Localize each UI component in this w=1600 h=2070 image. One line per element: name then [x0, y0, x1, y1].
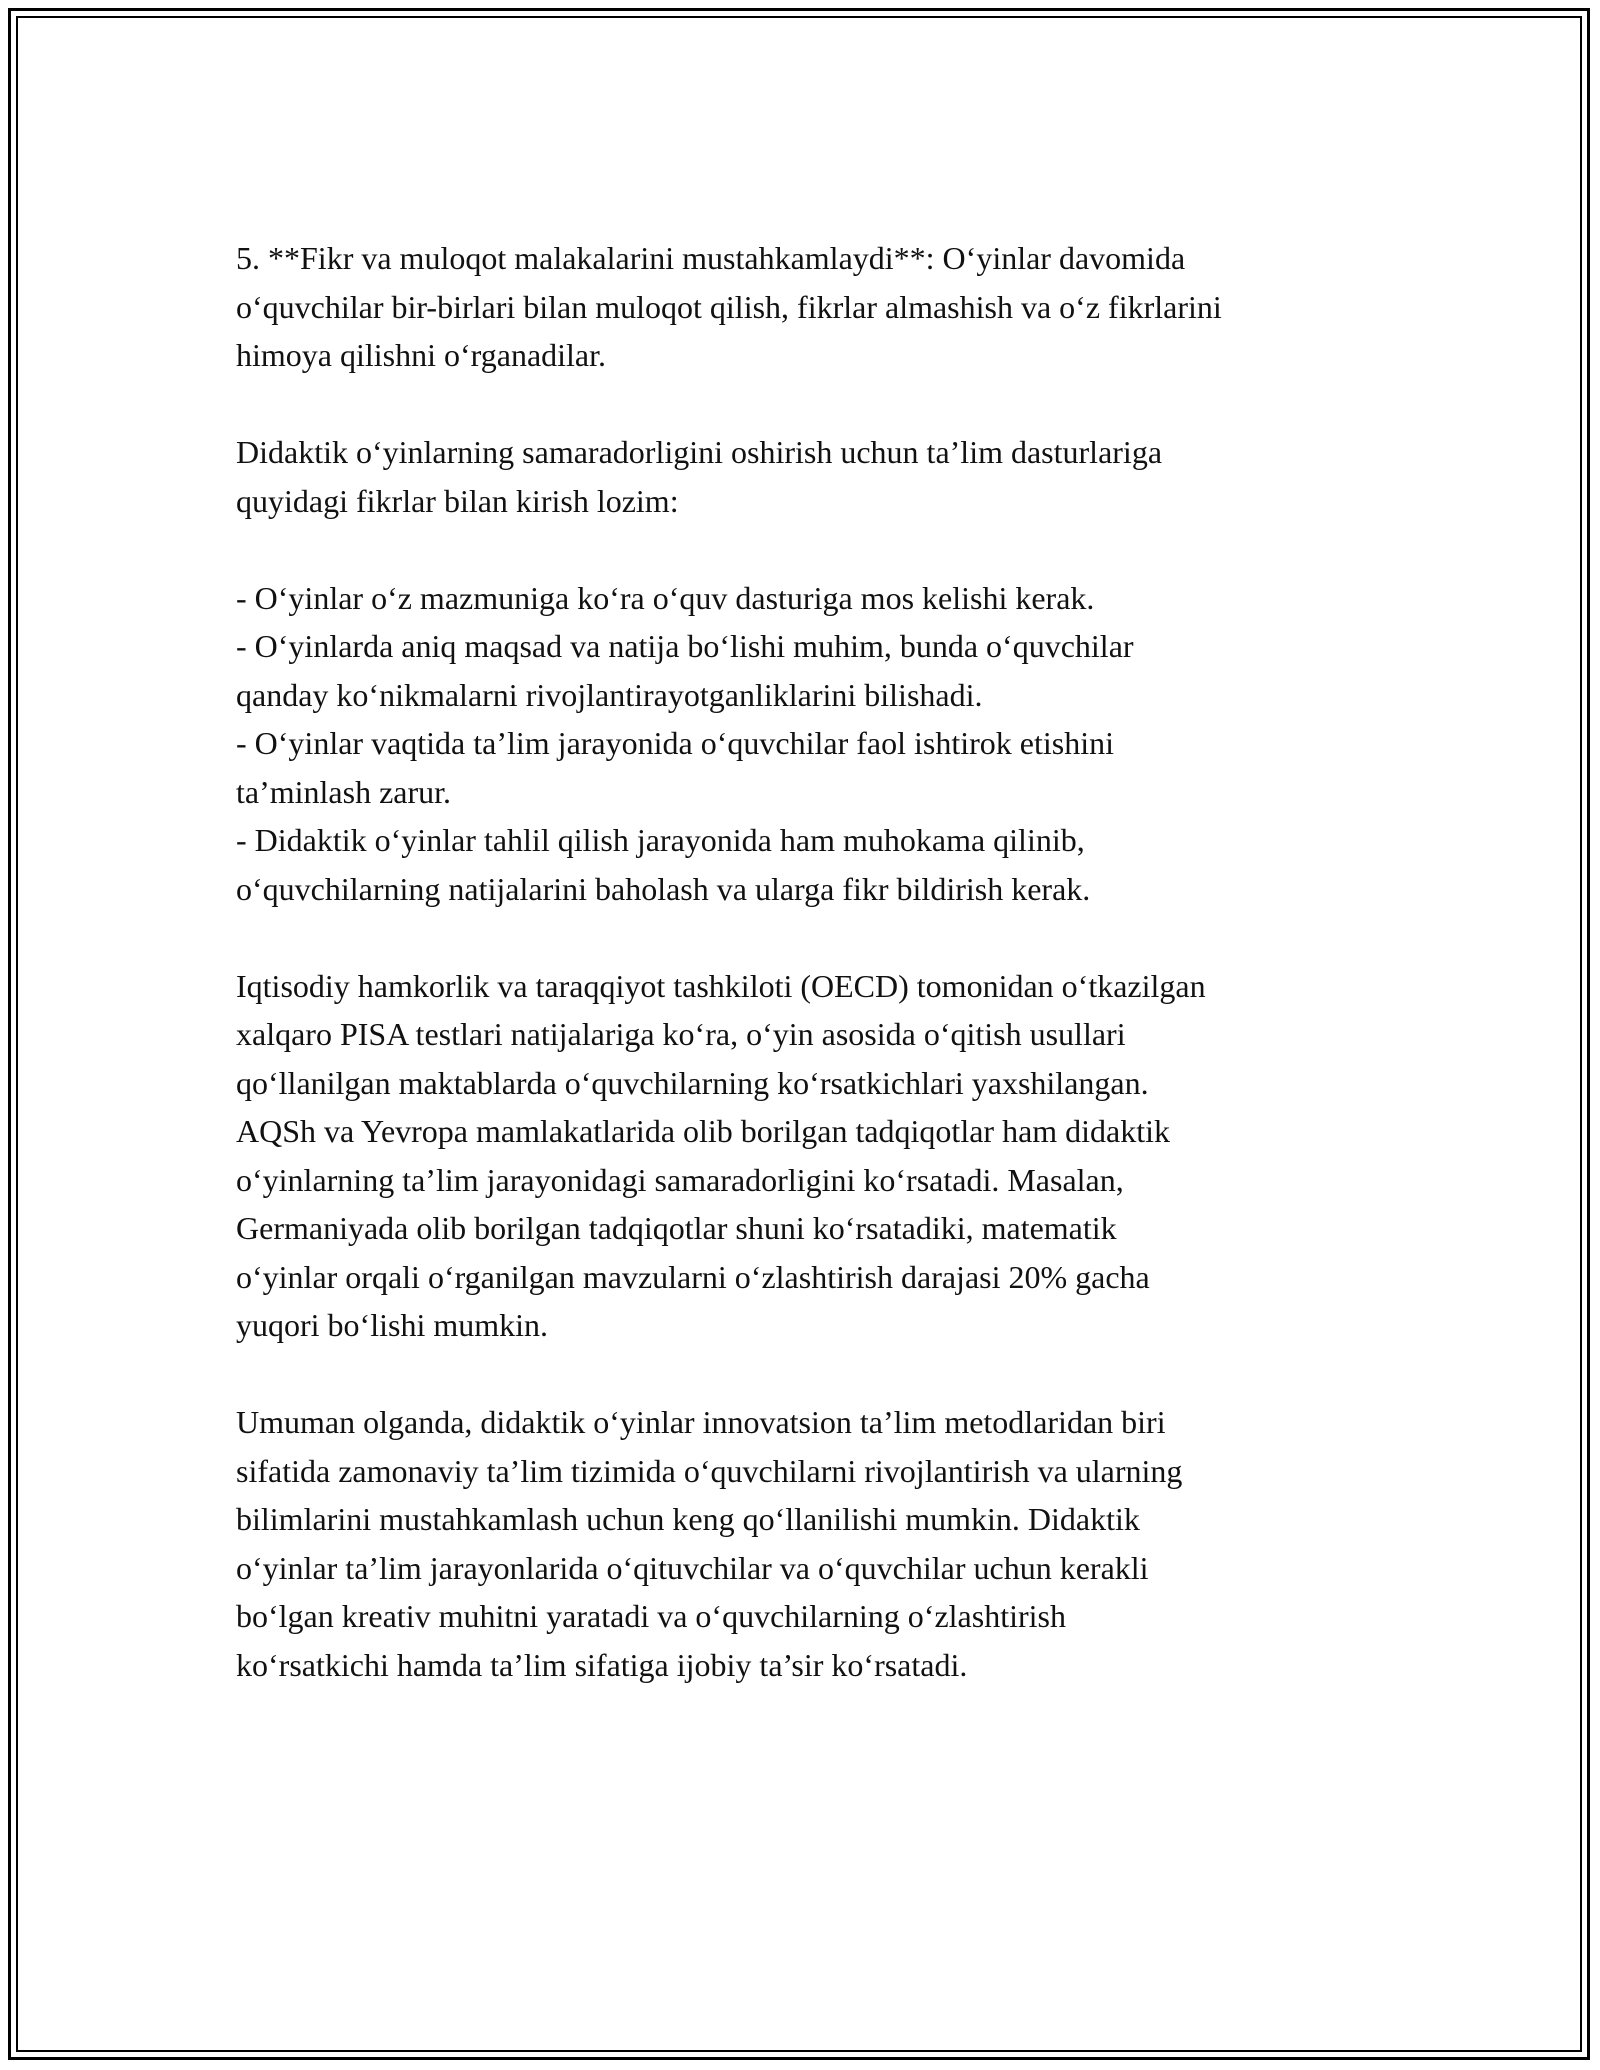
paragraph-spacer — [236, 525, 1376, 574]
paragraph-spacer — [236, 913, 1376, 962]
paragraph-spacer — [236, 1350, 1376, 1399]
paragraph-conclusion: Umuman olganda, didaktik o‘yinlar innovatsion ta’lim metodlaridan biri sifatida zamonaviy ta’lim tizimida o‘quvchilarni rivojlantirish va ularning bilimlarini mustahkamlash uchun keng qo‘llanilishi mumkin. Didaktik o‘yinlar ta’lim jarayonlarida o‘qituvchilar va o‘quvchilar uchun kerakli bo‘lgan kreativ muhitni yaratadi va o‘quvchilarning o‘zlashtirish ko‘rsatkichi hamda ta’lim sifatiga ijobiy ta’sir ko‘rsatadi. — [236, 1404, 1183, 1683]
document-body — [236, 234, 1376, 1689]
bullet-item: - O‘yinlar vaqtida ta’lim jarayonida o‘quvchilar faol ishtirok etishini ta’minlash zarur. — [236, 725, 1114, 810]
bullet-item: - O‘yinlarda aniq maqsad va natija bo‘lishi muhim, bunda o‘quvchilar qanday ko‘nikmalarni rivojlantirayotganliklarini bilishadi. — [236, 628, 1134, 713]
paragraph-spacer — [236, 380, 1376, 429]
bullet-item: - Didaktik o‘yinlar tahlil qilish jarayonida ham muhokama qilinib, o‘quvchilarning natijalarini baholash va ularga fikr bildirish kerak. — [236, 822, 1091, 907]
paragraph-effectiveness-intro: Didaktik o‘yinlarning samaradorligini oshirish uchun ta’lim dasturlariga quyidagi fikrlar bilan kirish lozim: — [236, 434, 1163, 519]
paragraph-communication-skills: 5. **Fikr va muloqot malakalarini mustahkamlaydi**: O‘yinlar davomida o‘quvchilar bir-birlari bilan muloqot qilish, fikrlar almashish va o‘z fikrlarini himoya qilishni o‘rganadilar. — [236, 240, 1222, 373]
bullet-item: - O‘yinlar o‘z mazmuniga ko‘ra o‘quv dasturiga mos kelishi kerak. — [236, 579, 1095, 616]
paragraph-oecd-pisa: Iqtisodiy hamkorlik va taraqqiyot tashkiloti (OECD) tomonidan o‘tkazilgan xalqaro PISA testlari natijalariga ko‘ra, o‘yin asosida o‘qitish usullari qo‘llanilgan maktablarda o‘quvchilarning ko‘rsatkichlari yaxshilangan. AQSh va Yevropa mamlakatlarida olib borilgan tadqiqotlar ham didaktik o‘yinlarning ta’lim jarayonidagi samaradorligini ko‘rsatadi. Masalan, Germaniyada olib borilgan tadqiqotlar shuni ko‘rsatadiki, matematik o‘yinlar orqali o‘rganilgan mavzularni o‘zlashtirish darajasi 20% gacha yuqori bo‘lishi mumkin. — [236, 967, 1206, 1343]
